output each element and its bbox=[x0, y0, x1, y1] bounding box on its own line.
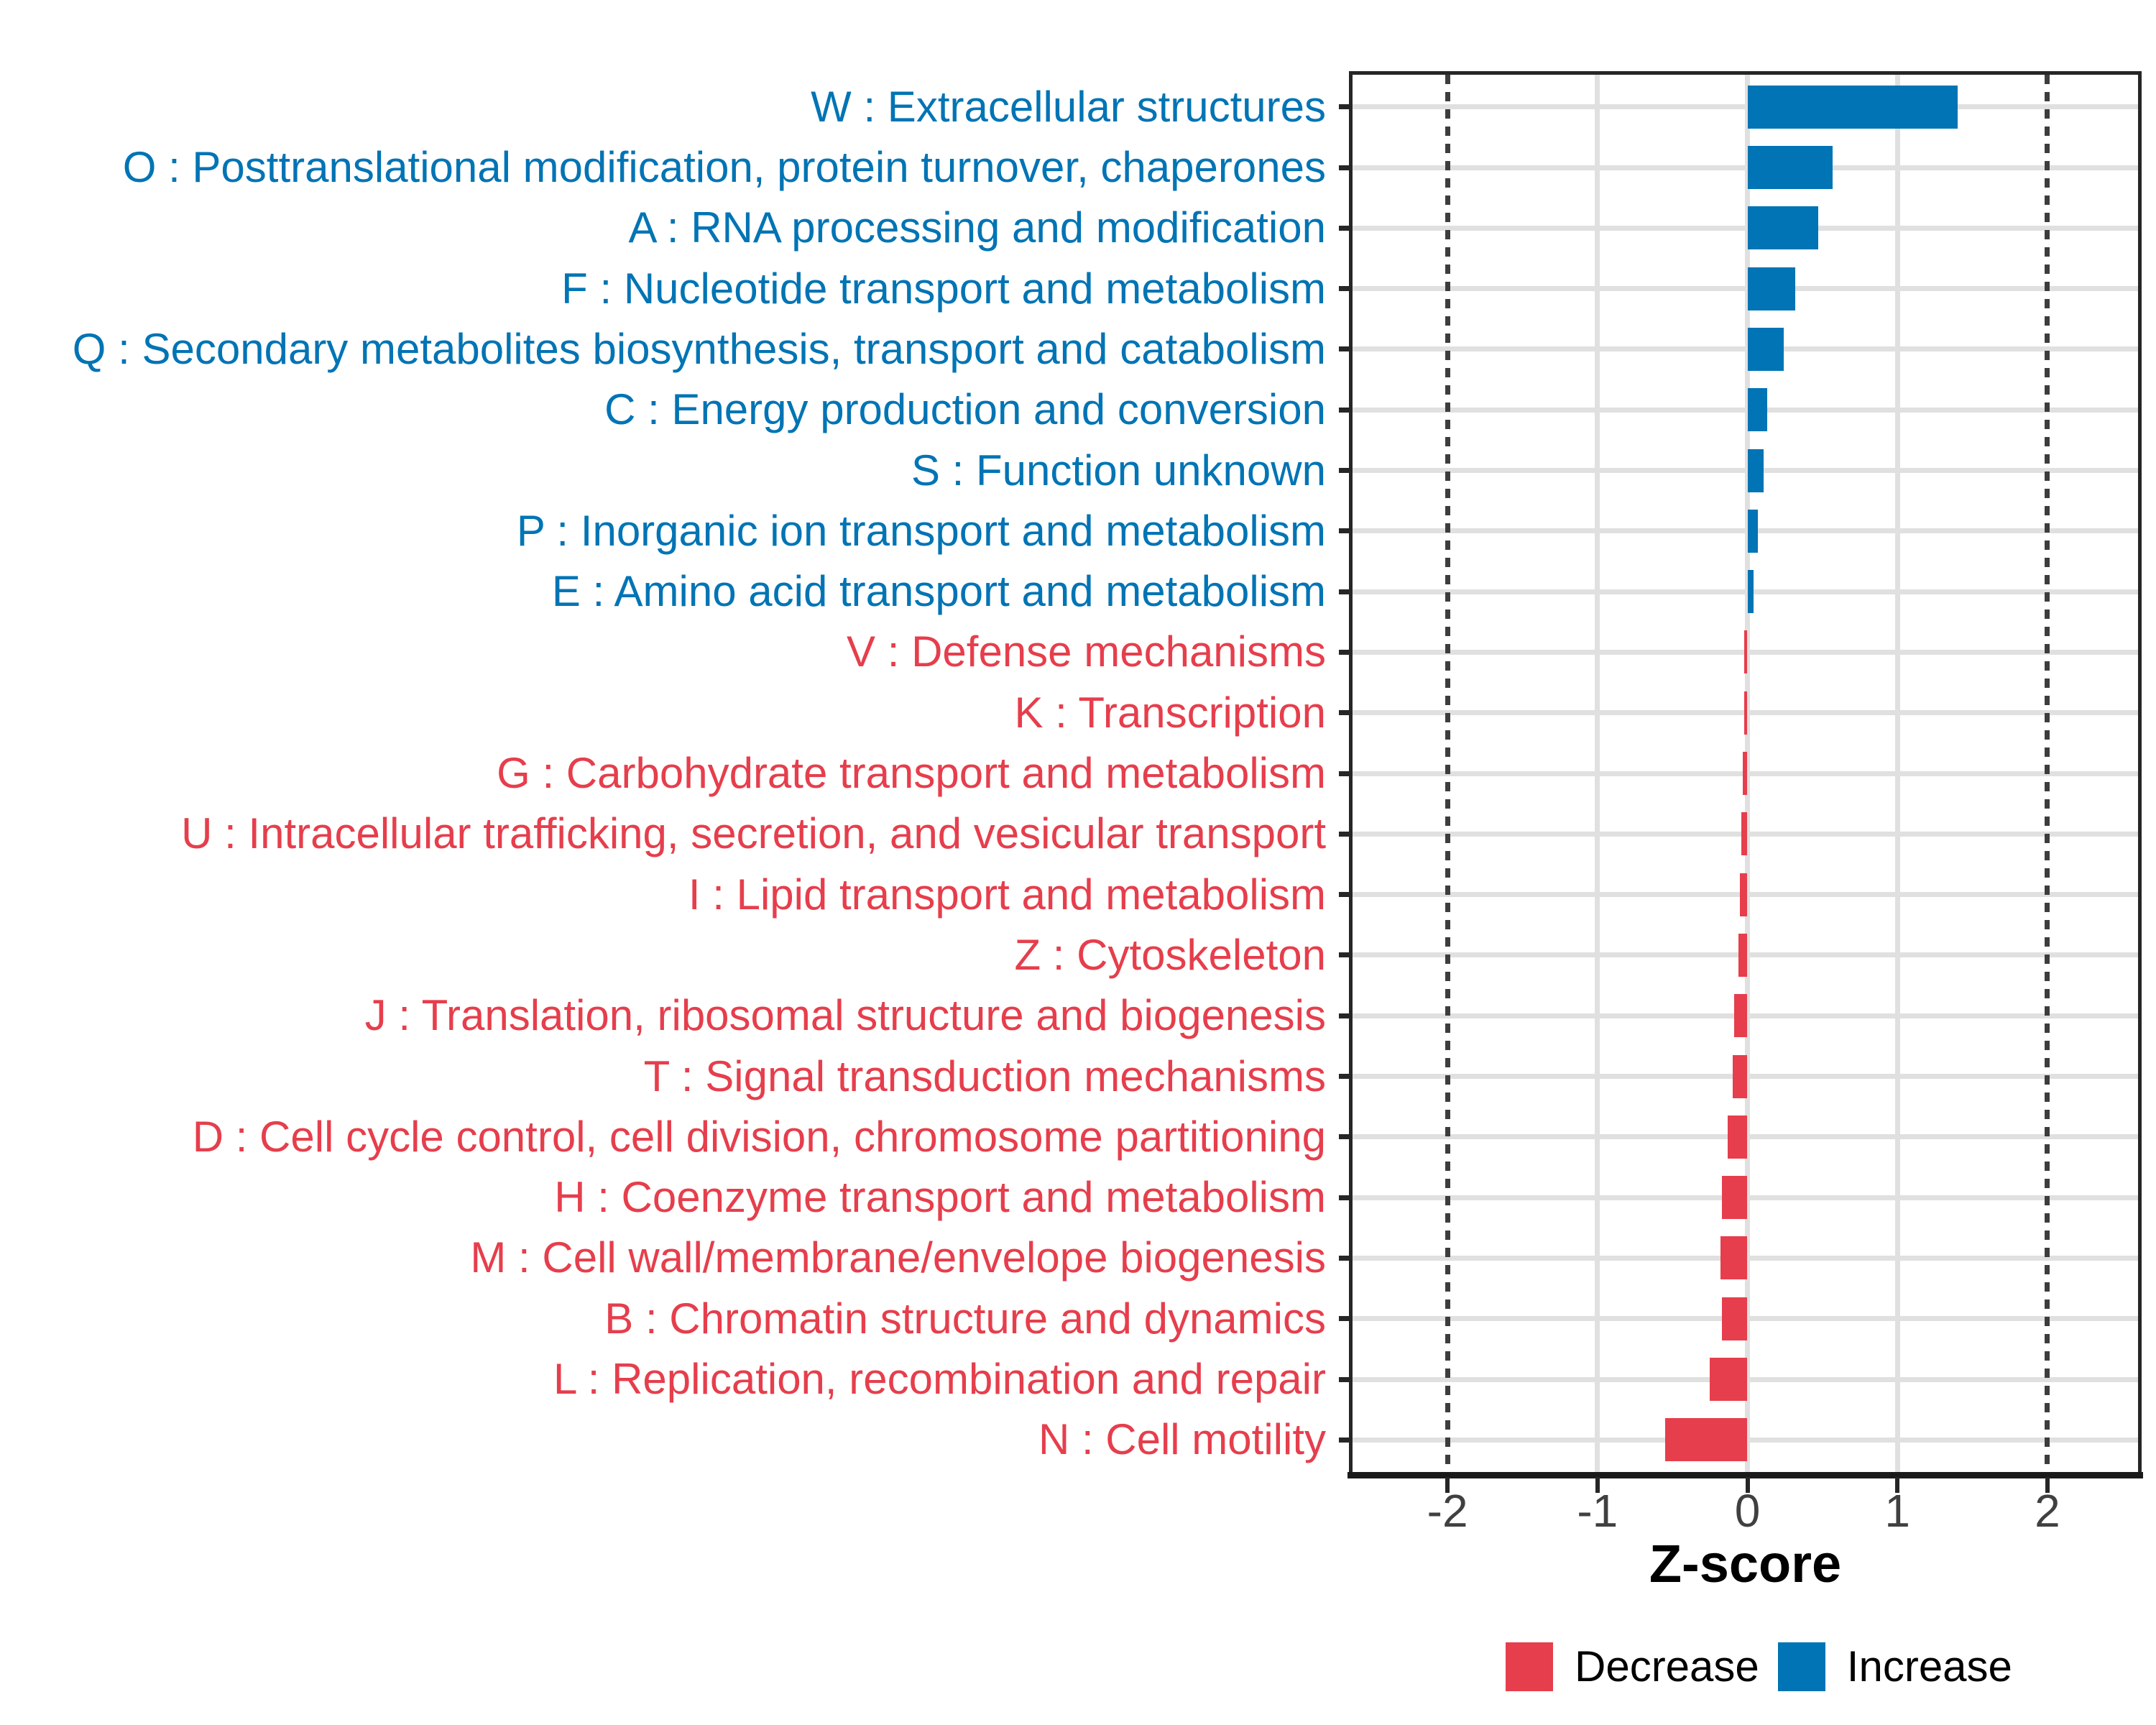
legend bbox=[1506, 1642, 2012, 1691]
y-tick bbox=[1339, 408, 1349, 413]
bar-w bbox=[1748, 86, 1958, 129]
category-label: H : Coenzyme transport and metabolism bbox=[554, 1173, 1326, 1222]
category-label: I : Lipid transport and metabolism bbox=[688, 870, 1326, 919]
category-label: P : Inorganic ion transport and metabolism bbox=[516, 506, 1326, 555]
category-label: M : Cell wall/membrane/envelope biogenesis bbox=[470, 1233, 1326, 1282]
category-label: J : Translation, ribosomal structure and biogenesis bbox=[364, 991, 1326, 1040]
category-label: Z : Cytoskeleton bbox=[1014, 930, 1326, 979]
y-tick bbox=[1339, 1377, 1349, 1382]
plot-panel bbox=[1349, 71, 2142, 1476]
gridline-vertical bbox=[1595, 75, 1600, 1473]
y-tick bbox=[1339, 892, 1349, 897]
category-label: B : Chromatin structure and dynamics bbox=[604, 1294, 1326, 1343]
bar-n bbox=[1665, 1418, 1748, 1461]
y-tick bbox=[1339, 952, 1349, 957]
y-tick bbox=[1339, 1013, 1349, 1018]
y-tick bbox=[1339, 1256, 1349, 1261]
bar-u bbox=[1741, 812, 1747, 855]
bar-e bbox=[1748, 570, 1754, 613]
x-axis-title: Z-score bbox=[1649, 1534, 1842, 1593]
legend-item-decrease bbox=[1506, 1642, 1759, 1691]
bar-p bbox=[1748, 510, 1759, 553]
legend-item-increase bbox=[1778, 1642, 2012, 1691]
category-label: V : Defense mechanisms bbox=[847, 627, 1326, 676]
bar-l bbox=[1710, 1358, 1747, 1401]
x-tick-label: 0 bbox=[1734, 1485, 1761, 1537]
y-tick bbox=[1339, 589, 1349, 594]
y-tick bbox=[1339, 286, 1349, 291]
y-tick bbox=[1339, 104, 1349, 109]
y-tick bbox=[1339, 771, 1349, 776]
category-label: O : Posttranslational modification, protein turnover, chaperones bbox=[122, 143, 1326, 191]
bar-q bbox=[1748, 328, 1784, 371]
category-label: F : Nucleotide transport and metabolism bbox=[561, 264, 1326, 313]
bar-b bbox=[1722, 1297, 1747, 1340]
category-label: K : Transcription bbox=[1014, 688, 1326, 737]
legend-label: Decrease bbox=[1575, 1642, 1759, 1690]
reference-line-dashed bbox=[2045, 75, 2050, 1473]
bar-s bbox=[1748, 449, 1764, 492]
y-tick bbox=[1339, 832, 1349, 837]
legend-key-decrease bbox=[1506, 1642, 1553, 1691]
bar-g bbox=[1743, 752, 1747, 795]
category-label: G : Carbohydrate transport and metabolism bbox=[497, 749, 1326, 797]
bar-c bbox=[1748, 388, 1767, 431]
y-tick bbox=[1339, 710, 1349, 715]
y-tick bbox=[1339, 1195, 1349, 1200]
y-tick bbox=[1339, 528, 1349, 533]
x-tick-label: 2 bbox=[2035, 1485, 2060, 1537]
y-tick bbox=[1339, 650, 1349, 655]
bar-v bbox=[1744, 630, 1747, 673]
category-label: D : Cell cycle control, cell division, chromosome partitioning bbox=[192, 1112, 1326, 1161]
category-label: N : Cell motility bbox=[1038, 1415, 1326, 1464]
reference-line-dashed bbox=[1445, 75, 1450, 1473]
y-tick bbox=[1339, 1316, 1349, 1321]
x-tick-label: -2 bbox=[1427, 1485, 1468, 1537]
category-label: Q : Secondary metabolites biosynthesis, transport and catabolism bbox=[72, 324, 1326, 373]
category-label: S : Function unknown bbox=[911, 446, 1326, 494]
bar-o bbox=[1748, 146, 1833, 189]
bar-h bbox=[1722, 1176, 1747, 1219]
y-tick bbox=[1339, 1074, 1349, 1079]
bar-m bbox=[1720, 1236, 1748, 1279]
gridline-vertical bbox=[1895, 75, 1900, 1473]
category-label: T : Signal transduction mechanisms bbox=[643, 1052, 1326, 1100]
bar-d bbox=[1728, 1116, 1747, 1159]
y-tick bbox=[1339, 165, 1349, 170]
legend-key-increase bbox=[1778, 1642, 1825, 1691]
y-tick bbox=[1339, 1134, 1349, 1139]
category-label: W : Extracellular structures bbox=[811, 82, 1326, 131]
x-tick-label: 1 bbox=[1884, 1485, 1910, 1537]
bar-t bbox=[1733, 1055, 1748, 1098]
bar-i bbox=[1740, 873, 1747, 916]
y-tick bbox=[1339, 468, 1349, 473]
category-label: L : Replication, recombination and repair bbox=[553, 1355, 1326, 1403]
bar-z bbox=[1738, 934, 1748, 977]
category-label: E : Amino acid transport and metabolism bbox=[551, 567, 1326, 616]
y-tick bbox=[1339, 1438, 1349, 1443]
bar-a bbox=[1748, 206, 1818, 249]
y-tick bbox=[1339, 346, 1349, 351]
x-tick-label: -1 bbox=[1577, 1485, 1618, 1537]
category-label: A : RNA processing and modification bbox=[628, 203, 1326, 252]
bar-k bbox=[1744, 691, 1747, 735]
category-label: U : Intracellular trafficking, secretion, and vesicular transport bbox=[181, 809, 1326, 858]
bar-j bbox=[1734, 994, 1748, 1037]
category-label: C : Energy production and conversion bbox=[604, 385, 1326, 434]
y-tick bbox=[1339, 226, 1349, 231]
legend-label: Increase bbox=[1846, 1642, 2012, 1690]
bar-f bbox=[1748, 267, 1796, 310]
